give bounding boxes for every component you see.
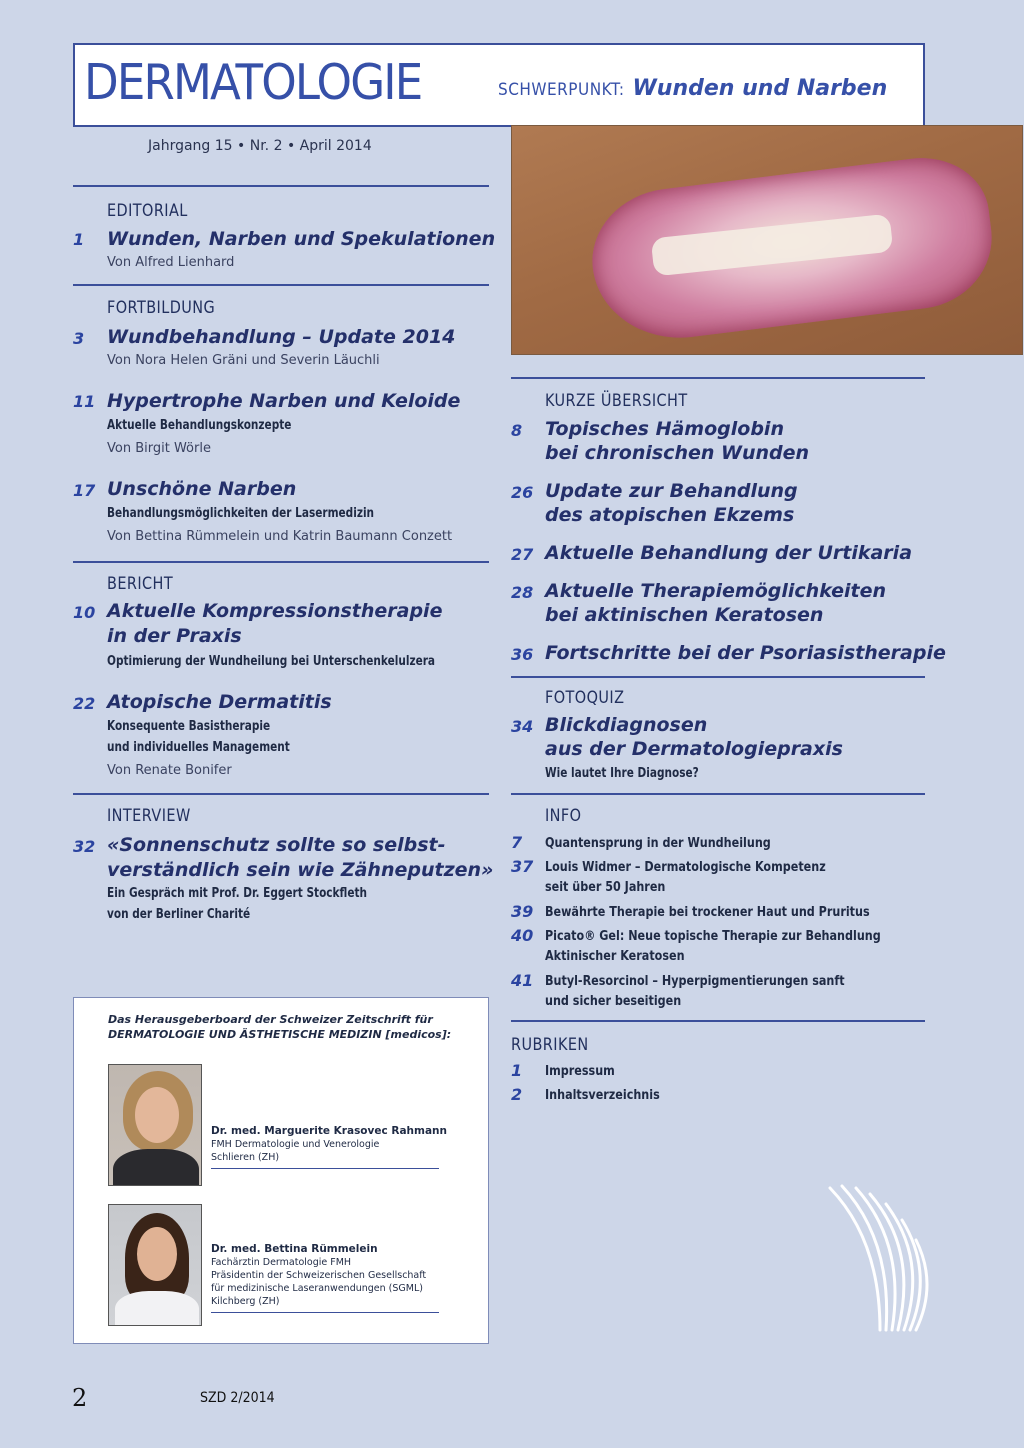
info-item[interactable]: Louis Widmer – Dermatologische Kompetenz <box>545 859 826 875</box>
rubrik-item[interactable]: Impressum <box>545 1063 615 1079</box>
keloid-scar-photo <box>511 125 1023 355</box>
page-number: 26 <box>511 483 534 502</box>
article-title[interactable]: «Sonnenschutz sollte so selbst- <box>107 834 446 856</box>
page-number: 32 <box>73 837 96 856</box>
section-head-editorial: EDITORIAL <box>107 201 188 221</box>
page-number: 1 <box>511 1061 523 1080</box>
member-detail: Fachärztin Dermatologie FMH <box>211 1257 352 1268</box>
article-title[interactable]: Topisches Hämoglobin <box>545 418 784 440</box>
page-number: 40 <box>511 926 534 945</box>
section-head-kurze-uebersicht: KURZE ÜBERSICHT <box>545 391 688 411</box>
article-title-line2[interactable]: bei chronischen Wunden <box>545 442 810 464</box>
page-number: 1 <box>73 230 85 249</box>
article-subtitle: Ein Gespräch mit Prof. Dr. Eggert Stockfleth <box>107 886 368 901</box>
article-title-line2[interactable]: verständlich sein wie Zähneputzen» <box>107 859 494 881</box>
portrait-body <box>113 1149 199 1186</box>
page-number: 28 <box>511 583 534 602</box>
section-rule <box>511 793 925 795</box>
bio-rule <box>211 1168 439 1169</box>
section-rule <box>511 1020 925 1022</box>
info-item[interactable]: Picato® Gel: Neue topische Therapie zur Behandlung <box>545 928 881 944</box>
article-title[interactable]: Wunden, Narben und Spekulationen <box>107 228 496 250</box>
member-detail: Präsidentin der Schweizerischen Gesellschaft <box>211 1270 427 1281</box>
page-number: 37 <box>511 857 534 876</box>
member-detail: FMH Dermatologie und Venerologie <box>211 1139 380 1150</box>
board-member-bio <box>211 1242 439 1313</box>
page-number: 17 <box>73 481 96 500</box>
article-title[interactable]: Unschöne Narben <box>107 478 297 500</box>
section-head-fotoquiz: FOTOQUIZ <box>545 688 625 708</box>
member-detail: Schlieren (ZH) <box>211 1152 280 1163</box>
page-number: 2 <box>511 1085 523 1104</box>
section-rule <box>511 676 925 678</box>
page-number: 39 <box>511 902 534 921</box>
info-item-line2[interactable]: und sicher beseitigen <box>545 993 682 1009</box>
article-subtitle: Konsequente Basistherapie <box>107 719 271 734</box>
article-title[interactable]: Aktuelle Behandlung der Urtikaria <box>545 542 913 564</box>
section-head-interview: INTERVIEW <box>107 806 191 826</box>
page-number: 7 <box>511 833 523 852</box>
focus-topic <box>498 76 887 101</box>
focus-label: SCHWERPUNKT: <box>498 80 625 100</box>
article-title-line2[interactable]: in der Praxis <box>107 625 242 647</box>
section-head-info: INFO <box>545 806 582 826</box>
article-title[interactable]: Update zur Behandlung <box>545 480 798 502</box>
article-subtitle-line2: von der Berliner Charité <box>107 907 251 922</box>
member-detail: für medizinische Laseranwendungen (SGML) <box>211 1283 423 1294</box>
article-subtitle: Behandlungsmöglichkeiten der Lasermedizin <box>107 506 375 521</box>
page-number-footer: 2 <box>72 1384 88 1412</box>
page-number: 41 <box>511 971 534 990</box>
board-intro-line2: DERMATOLOGIE UND ÄSTHETISCHE MEDIZIN [medicos]: <box>108 1028 452 1041</box>
page-number: 36 <box>511 645 534 664</box>
footer-reference: SZD 2/2014 <box>200 1390 275 1406</box>
article-title[interactable]: Aktuelle Therapiemöglichkeiten <box>545 580 887 602</box>
info-item-line2[interactable]: Aktinischer Keratosen <box>545 948 685 964</box>
section-head-bericht: BERICHT <box>107 574 174 594</box>
board-member-bio <box>211 1124 447 1169</box>
info-item[interactable]: Butyl-Resorcinol – Hyperpigmentierungen sanft <box>545 973 845 989</box>
article-title[interactable]: Blickdiagnosen <box>545 714 708 736</box>
article-author: Von Nora Helen Gräni und Severin Läuchli <box>107 353 380 368</box>
article-subtitle: Aktuelle Behandlungskonzepte <box>107 418 292 433</box>
section-head-fortbildung: FORTBILDUNG <box>107 298 216 318</box>
portrait-photo <box>108 1204 202 1326</box>
page-number: 11 <box>73 392 96 411</box>
member-detail: Kilchberg (ZH) <box>211 1296 280 1307</box>
page-number: 22 <box>73 694 96 713</box>
editorial-board-box <box>73 997 489 1344</box>
board-intro <box>108 1012 478 1042</box>
section-rule <box>73 284 489 286</box>
article-author: Von Birgit Wörle <box>107 441 211 456</box>
article-title[interactable]: Fortschritte bei der Psoriasistherapie <box>545 642 946 664</box>
article-author: Von Bettina Rümmelein und Katrin Baumann Conzett <box>107 529 453 544</box>
section-rule <box>73 185 489 187</box>
article-author: Von Renate Bonifer <box>107 763 232 778</box>
article-title-line2[interactable]: aus der Dermatologiepraxis <box>545 738 843 760</box>
member-name: Dr. med. Marguerite Krasovec Rahmann <box>211 1125 447 1137</box>
page-number: 8 <box>511 421 523 440</box>
portrait-photo <box>108 1064 202 1186</box>
section-head-rubriken: RUBRIKEN <box>511 1035 589 1055</box>
portrait-face <box>137 1227 177 1281</box>
article-title-line2[interactable]: des atopischen Ekzems <box>545 504 795 526</box>
article-title[interactable]: Aktuelle Kompressionstherapie <box>107 600 443 622</box>
portrait-body <box>115 1291 199 1326</box>
info-item-line2[interactable]: seit über 50 Jahren <box>545 879 666 895</box>
section-rule <box>73 561 489 563</box>
article-author: Von Alfred Lienhard <box>107 255 235 270</box>
rubrik-item[interactable]: Inhaltsverzeichnis <box>545 1087 660 1103</box>
info-item[interactable]: Bewährte Therapie bei trockener Haut und Pruritus <box>545 904 870 920</box>
article-title[interactable]: Atopische Dermatitis <box>107 691 332 713</box>
member-name: Dr. med. Bettina Rümmelein <box>211 1243 378 1255</box>
board-intro-line1: Das Herausgeberboard der Schweizer Zeitschrift für <box>108 1013 433 1026</box>
article-title[interactable]: Wundbehandlung – Update 2014 <box>107 326 456 348</box>
article-title-line2[interactable]: bei aktinischen Keratosen <box>545 604 824 626</box>
article-subtitle-line2: und individuelles Management <box>107 740 290 755</box>
page-number: 3 <box>73 329 85 348</box>
focus-title: Wunden und Narben <box>632 76 888 101</box>
portrait-face <box>135 1087 179 1143</box>
article-subtitle: Optimierung der Wundheilung bei Unterschenkelulzera <box>107 654 436 669</box>
bio-rule <box>211 1312 439 1313</box>
page-number: 34 <box>511 717 534 736</box>
issue-info: Jahrgang 15 • Nr. 2 • April 2014 <box>148 138 372 154</box>
page-number: 10 <box>73 603 96 622</box>
fan-logo-icon <box>820 1180 940 1360</box>
article-subtitle: Wie lautet Ihre Diagnose? <box>545 766 699 781</box>
page-number: 27 <box>511 545 534 564</box>
magazine-logo: DERMATOLOGIE <box>84 54 422 111</box>
section-rule <box>73 793 489 795</box>
article-title[interactable]: Hypertrophe Narben und Keloide <box>107 390 461 412</box>
section-rule <box>511 377 925 379</box>
info-item[interactable]: Quantensprung in der Wundheilung <box>545 835 771 851</box>
